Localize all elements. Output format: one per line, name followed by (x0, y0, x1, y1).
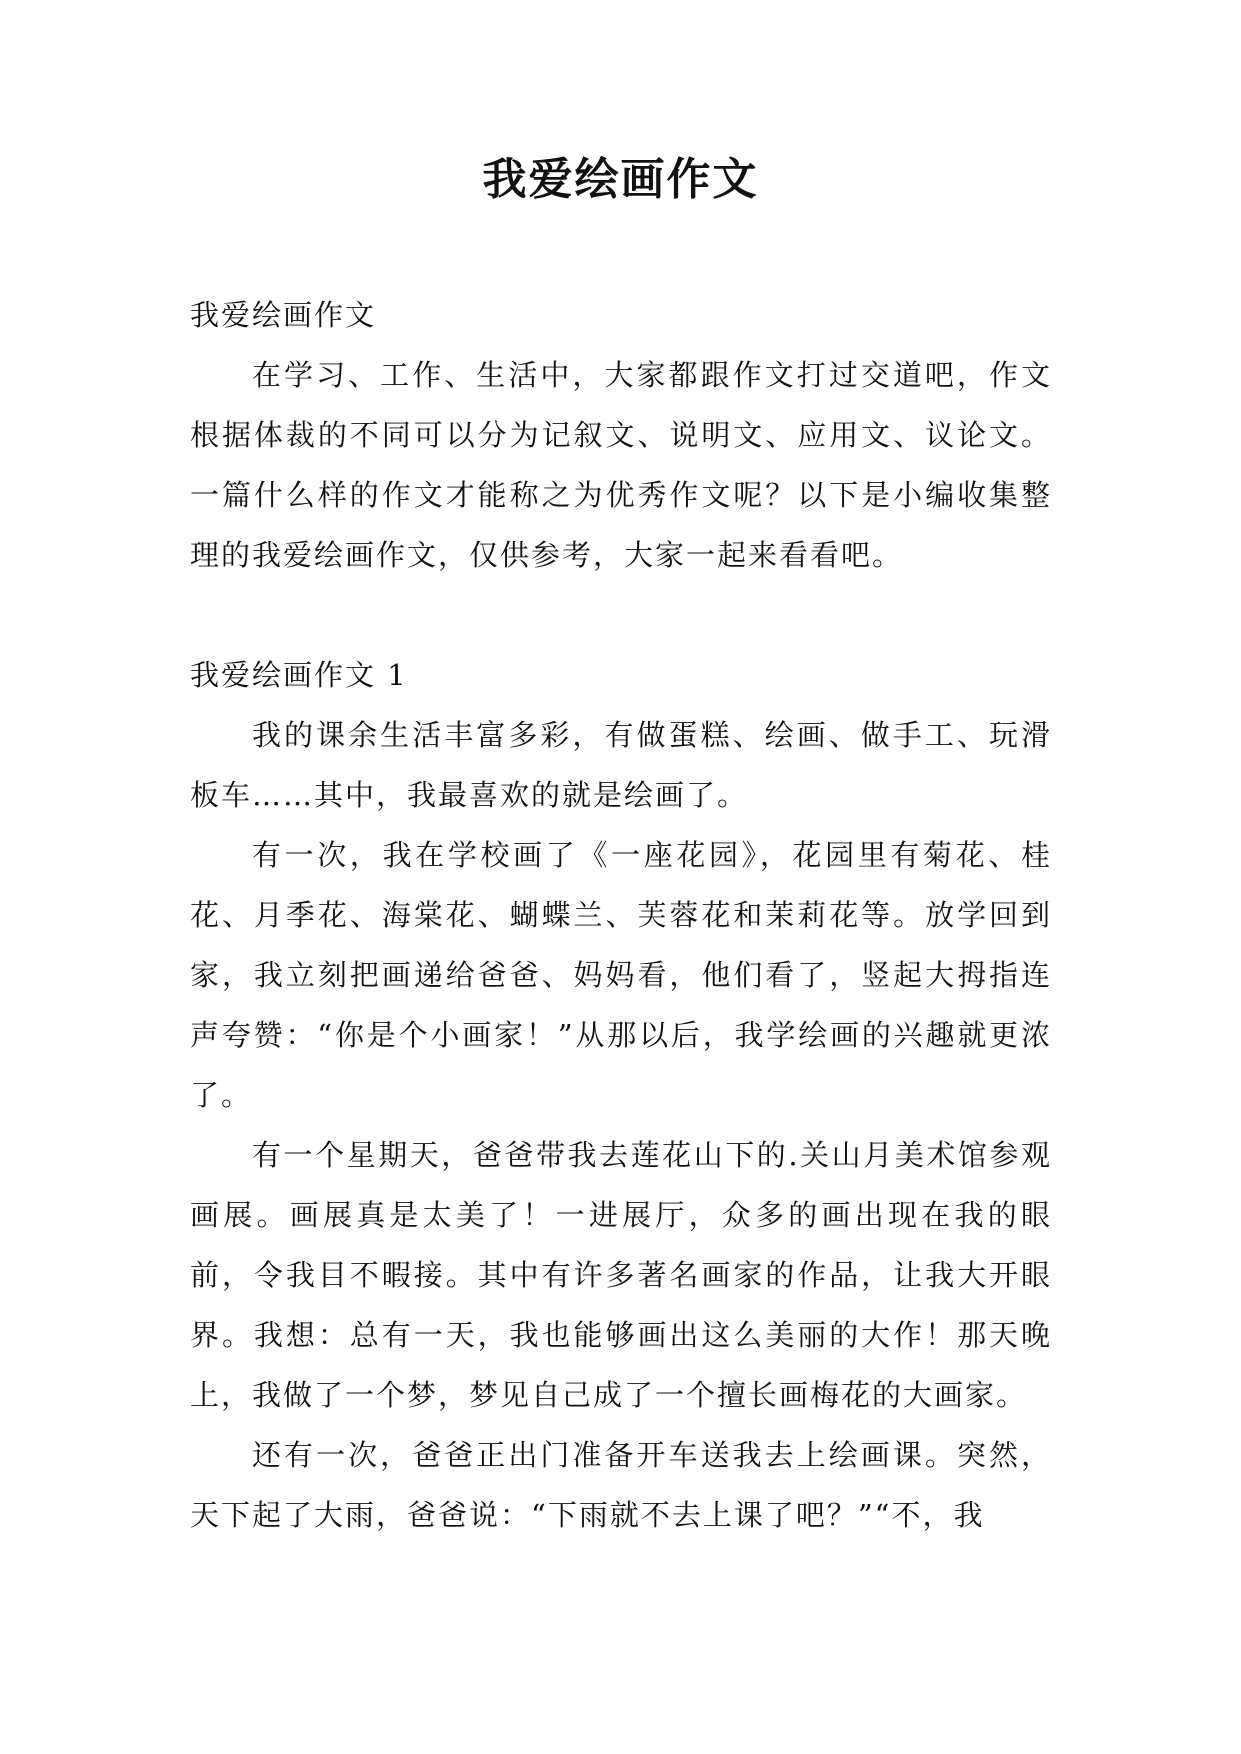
essay-paragraph: 有一个星期天，爸爸带我去莲花山下的.关山月美术馆参观画展。画展真是太美了！一进展厅，众多的画出现在我的眼前，令我目不暇接。其中有许多著名画家的作品，让我大开眼界。我想：总有一天，我也能够画出这么美丽的大作！那天晚上，我做了一个梦，梦见自己成了一个擅长画梅花的大画家。 (190, 1138, 1052, 1412)
document-body (190, 285, 1052, 1545)
intro-paragraph: 在学习、工作、生活中，大家都跟作文打过交道吧，作文根据体裁的不同可以分为记叙文、说明文、应用文、议论文。一篇什么样的作文才能称之为优秀作文呢？以下是小编收集整理的我爱绘画作文，仅供参考，大家一起来看看吧。 (190, 358, 1052, 572)
essay-paragraph: 我的课余生活丰富多彩，有做蛋糕、绘画、做手工、玩滑板车……其中，我最喜欢的就是绘画了。 (190, 718, 1052, 812)
section-spacer (190, 585, 1052, 645)
document-title: 我爱绘画作文 (482, 154, 759, 205)
essay-paragraph: 还有一次，爸爸正出门准备开车送我去上绘画课。突然，天下起了大雨，爸爸说：“下雨就不去上课了吧？”“不，我 (190, 1438, 1052, 1532)
section-heading-essay-1: 我爱绘画作文 1 (190, 658, 408, 692)
section-heading-intro: 我爱绘画作文 (190, 298, 377, 332)
essay-paragraph: 有一次，我在学校画了《一座花园》，花园里有菊花、桂花、月季花、海棠花、蝴蝶兰、芙蓉花和茉莉花等。放学回到家，我立刻把画递给爸爸、妈妈看，他们看了，竖起大拇指连声夸赞：“你是个小画家！”从那以后，我学绘画的兴趣就更浓了。 (190, 838, 1052, 1112)
